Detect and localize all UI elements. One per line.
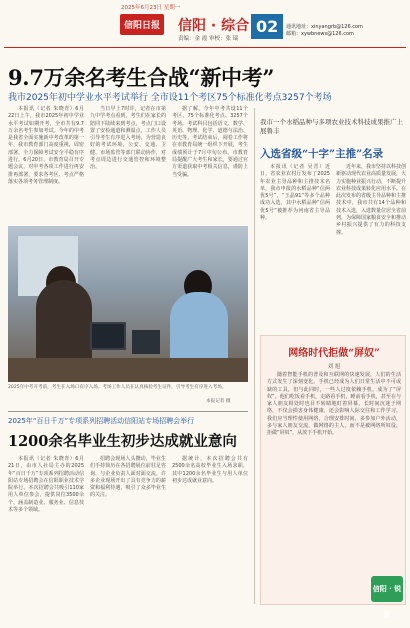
- lead-paragraph-2: 当日早上7时许，记者在市第九中学考点看到，考生们在家长的陪同下陆续来到考点，考点门口设置了安检通道和测温点，工作人员引导考生有序进入考场。为营造良好的考试环境，公安、交通、卫健、市场监管等部门联动协作，对考点周边进行交通管控和环境整治。: [90, 106, 166, 171]
- lead-paragraph-1: 本报讯（记者 朱晓青）6月22日上午，我市2025年初中学业水平考试如期开考，全市共有9.7万余名考生参加考试。今年的中考是我省全面实施新中考改革的第一年，我市教育部门高度重视，周密部署，全力保障考试安全平稳有序进行。6月20日，市教育局召开专题会议，对中考各项工作进行再安排再部署，要求各考区、考点严格落实各项考务管理制度。: [8, 106, 84, 185]
- second-column-2: [90, 456, 166, 604]
- newspaper-logo: 信阳日报: [120, 14, 164, 35]
- contact-line-1: 通讯地址：xinyangrb@126.com: [286, 24, 363, 30]
- second-headline: 1200余名毕业生初步达成就业意向: [8, 433, 237, 450]
- column-stamp-logo: 信阳 · 锐评: [371, 576, 403, 602]
- lead-paragraph-3: 据了解，今年中考共设11个考区、75个标准化考点、3257个考场。考试科目包括语文、数学、英语、物理、化学、道德与法治、历史等。考试结束后，阅卷工作将在市教育局统一组织下开展，考生成绩预计于7月中旬公布。市教育局提醒广大考生和家长，要通过官方渠道获取中考相关信息，谨防上当受骗。: [172, 106, 248, 178]
- exam-registration-photo: [8, 226, 248, 382]
- second-paragraph-3: 据统计，本次招聘会共有2500余名高校毕业生入场求职，其中1200余名毕业生与用人单位初步达成就业意向。: [172, 456, 248, 484]
- page-number: 02: [251, 14, 283, 39]
- lead-column-3: [172, 106, 248, 222]
- opinion-body: [267, 372, 401, 602]
- second-column-3: [172, 456, 248, 604]
- right-kicker: 我市一个水稻品种与多项农业技术科技成果推广上展鲁丰: [260, 118, 403, 135]
- desk-shape: [8, 358, 248, 382]
- page-header: [0, 0, 410, 48]
- column-divider: [254, 108, 255, 604]
- opinion-paragraph: 随着智能手机的普及和互联网的快速发展，人们的生活方式发生了深刻变化。手机已经成为人们日常生活中不可或缺的工具，但与此同时，一些人过度依赖手机，成为了“屏奴”。他们吃饭看手机，走路看手机，睡前看手机，甚至在与家人朋友相处时也目不转睛地盯着屏幕。长时间沉迷于网络，不仅会损害身体健康，还会影响人际交往和工作学习。我们应当理性使用网络，合理安排时间，多参加户外活动，多与家人朋友交流，做网络的主人，而不是被网络所奴役。拒做“屏奴”，从放下手机开始。: [267, 372, 401, 437]
- opinion-title: 网络时代拒做“屏奴”: [288, 348, 380, 359]
- issue-date: 2025年6月23日 星期一: [121, 5, 181, 11]
- lead-column-1: [8, 106, 84, 222]
- contact-info: [286, 24, 363, 38]
- second-kicker: 2025年“百日千万”专项系列招聘活动信阳站专场招聘会举行: [8, 417, 195, 425]
- lead-subheadline: 我市2025年初中学业水平考试举行 全市设11个考区75个标准化考点3257个考场: [8, 93, 332, 103]
- second-paragraph-2: 招聘会现场人头攒动，毕业生们手持简历在各招聘展位前驻足咨询，与企业负责人面对面交流。许多企业现场开出了具有竞争力的薪资和福利待遇，吸引了众多毕业生的关注。: [90, 456, 166, 499]
- right-headline: 入选省级“十字”主推”名录: [260, 148, 384, 160]
- contact-line-2: 邮箱：xywbnews@126.com: [286, 31, 354, 37]
- photo-caption: 2025年中考开考前，考生在入场口有序入场。考场工作人员在认真核验考生证件，引导考生有序进入考场。: [8, 385, 227, 390]
- right-column-2: [336, 164, 406, 328]
- right-column-1: [260, 164, 330, 328]
- monitor-shape: [90, 322, 126, 350]
- opinion-author: 刘 旭: [327, 364, 341, 370]
- lead-column-2: [90, 106, 166, 222]
- section-divider: [8, 411, 248, 412]
- right-paragraph-1: 本报讯（记者 吴晋）近日，省农业农村厅发布了2025年农业主导品种和主推技术名单，我市申报的水稻品种“信两优5号”、“玉晶91”等多个品种成功入选，其中水稻品种“信两优5号”被推荐为河南省主导品种。: [260, 164, 330, 222]
- monitor-shape-2: [132, 330, 160, 354]
- right-paragraph-2: 近年来，我市坚持以科技创新驱动现代农业高质量发展，大力实施种业振兴行动，不断提升农业科技成果转化应用水平。在此次发布的省级主导品种和主推技术中，我市共有14个品种和技术入选，入选数量位居全省前列，为保障国家粮食安全和推动乡村振兴提供了有力的科技支撑。: [336, 164, 407, 236]
- editor-credits: 责编：金 霞 审校：张 瑞: [178, 36, 239, 42]
- opinion-box: [260, 335, 406, 619]
- second-paragraph-1: 本报讯（记者 朱晓青）6月21日，由市人社局主办的2025年“百日千万”专项系列招聘活动信阳站专场招聘会在信阳职业技术学院举行。本次招聘会共吸引110家用人单位参会，提供岗位3500余个，涵盖制造业、服务业、信息技术等多个领域。: [8, 456, 84, 514]
- header-rule: [4, 47, 406, 48]
- lead-headline: 9.7万余名考生合战“新中考”: [8, 65, 275, 90]
- second-column-1: [8, 456, 84, 604]
- photo-credit: 本报记者 摄: [206, 399, 231, 404]
- section-title: 信阳 · 综合: [178, 18, 250, 34]
